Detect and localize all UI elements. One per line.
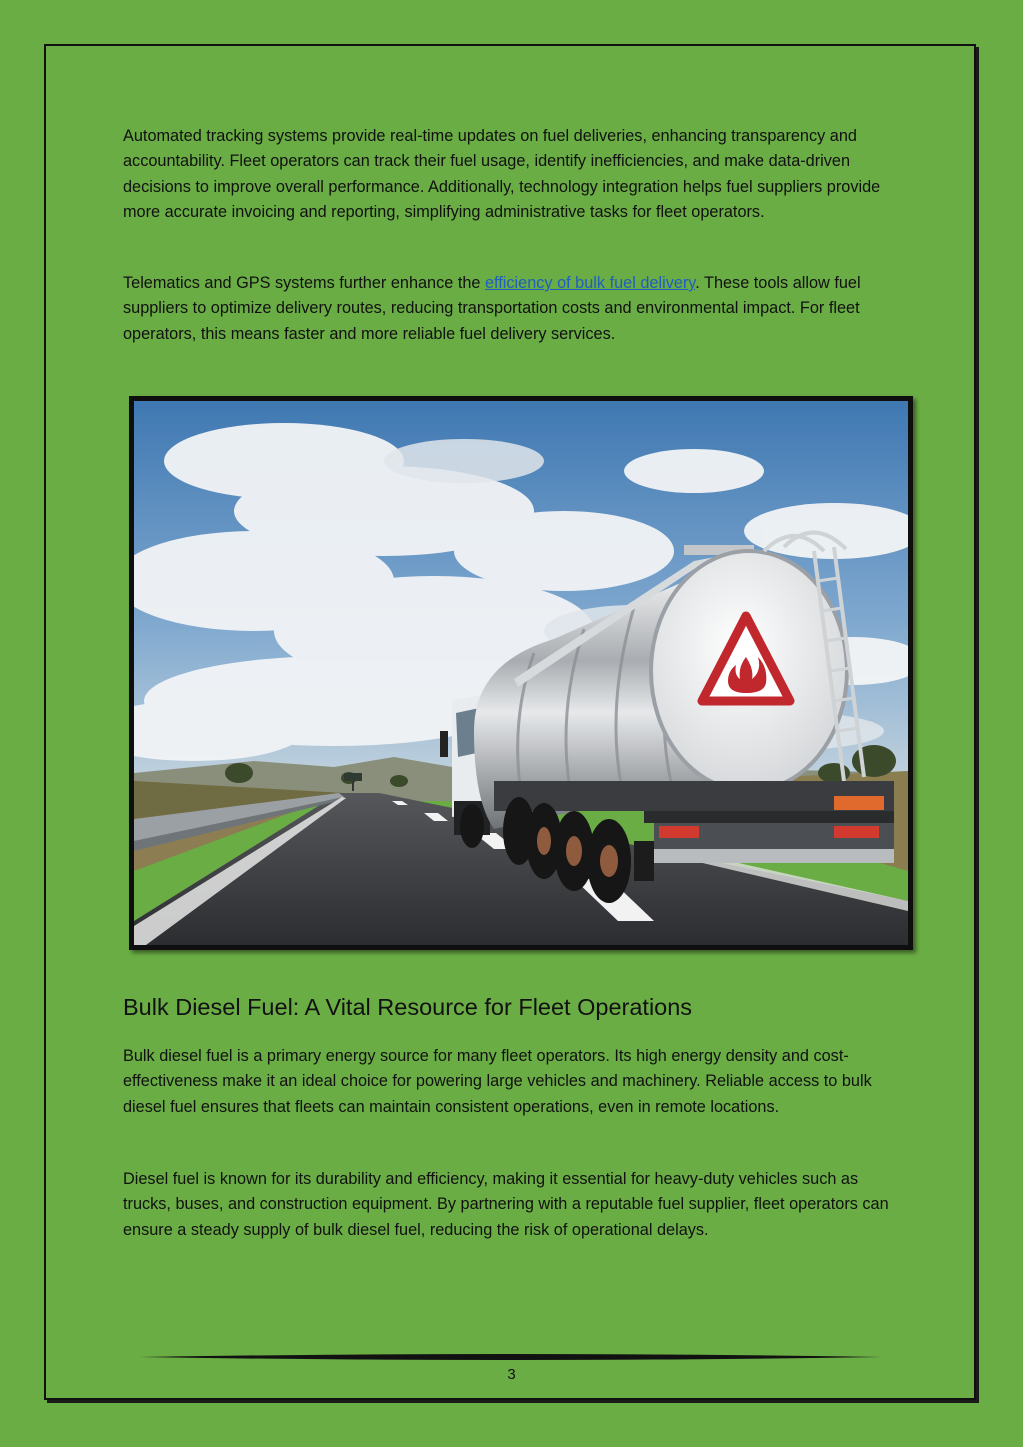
paragraph-bulk-diesel: Bulk diesel fuel is a primary energy source for many fleet operators. Its high energy density and cost-effectiveness make it an ideal choice for powering large vehicles and machinery. Reliable access to bulk diesel fuel ensures that fleets can maintain consistent operations, even in remote locations. <box>123 1047 872 1116</box>
paragraph-diesel-durability: Diesel fuel is known for its durability and efficiency, making it essential for heavy-duty vehicles such as trucks, buses, and construction equipment. By partnering with a reputable fuel supplier, fleet operators can ensure a steady supply of bulk diesel fuel, reducing the risk of operational delays. <box>123 1170 889 1239</box>
tanker-truck-image <box>129 396 913 950</box>
page-number: 3 <box>507 1366 516 1383</box>
paragraph-telematics-text-end: . These tools allow fuel suppliers to optimize delivery routes, reducing transportation costs and environmental impact. For fleet operators, this means faster and more reliable fuel delivery services. <box>123 274 861 343</box>
efficiency-link[interactable]: efficiency of bulk fuel delivery <box>484 274 696 292</box>
paragraph-telematics-text-start: Telematics and GPS systems further enhance the <box>123 274 485 292</box>
paragraph-telematics <box>123 271 901 347</box>
footer-divider <box>140 1352 882 1362</box>
paragraph-tracking-systems: Automated tracking systems provide real-time updates on fuel deliveries, enhancing transparency and accountability. Fleet operators can track their fuel usage, identify inefficiencies, and make data-driven decisions to improve overall performance. Additionally, technology integration helps fuel suppliers provide more accurate invoicing and reporting, simplifying administrative tasks for fleet operators. <box>123 127 881 221</box>
section-heading: Bulk Diesel Fuel: A Vital Resource for Fleet Operations <box>123 994 693 1020</box>
